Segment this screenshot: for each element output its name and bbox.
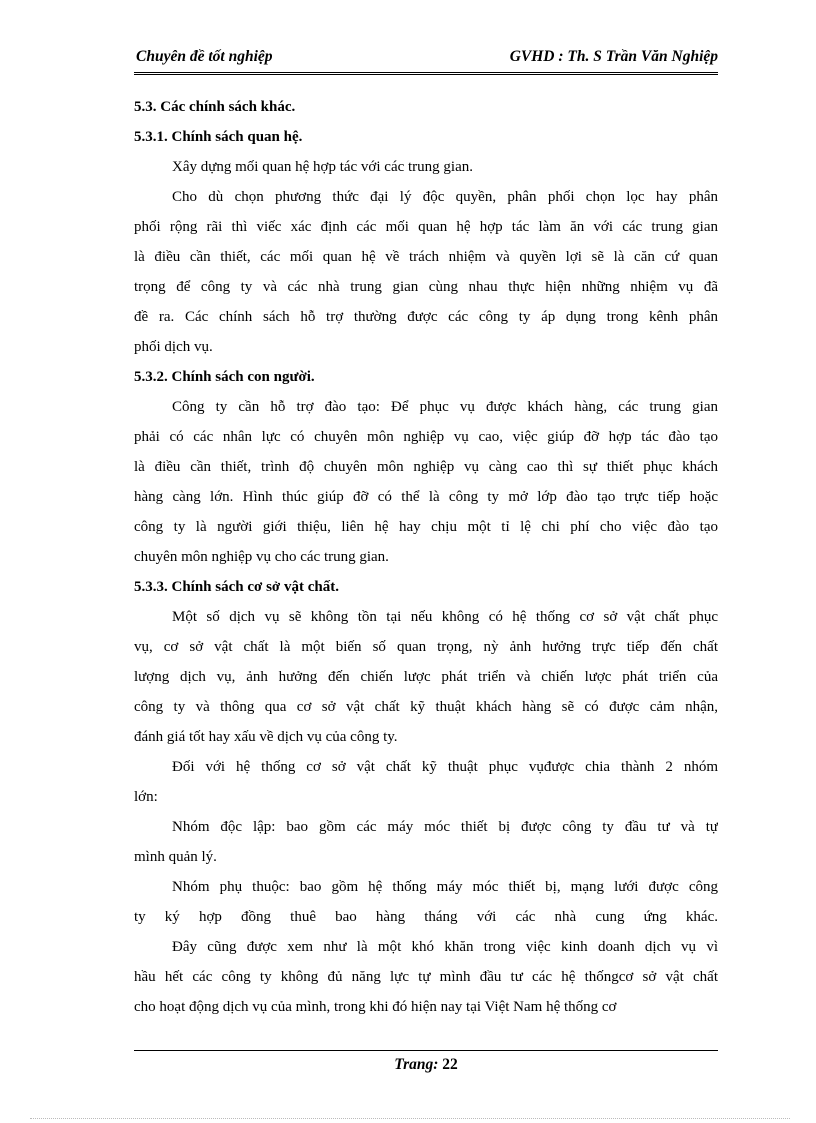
page-footer [134,1056,718,1074]
text-line: vụ, cơ sở vật chất là một biến số quan trọng, nỳ ảnh hưởng trực tiếp đến chất [134,639,718,655]
document-body [134,92,718,1022]
text-line: mình quản lý. [134,849,217,865]
text-line: Nhóm độc lập: bao gồm các máy móc thiết bị được công ty đầu tư và tự [172,819,718,835]
text-line: hàng càng lớn. Hình thúc giúp đỡ có thể là công ty mở lớp đào tạo trực tiếp hoặc [134,489,718,505]
text-line: cho hoạt động dịch vụ của mình, trong khi đó hiện nay tại Việt Nam hệ thống cơ [134,999,617,1015]
text-line: phối dịch vụ. [134,339,213,355]
text-line: lượng dịch vụ, ảnh hưởng đến chiến lược phát triển và chiến lược phát triển của [134,669,718,685]
text-line: Nhóm phụ thuộc: bao gồm hệ thống máy móc thiết bị, mạng lưới được công [172,879,718,895]
text-line: phải có các nhân lực có chuyên môn nghiệp vụ cao, việc giúp đỡ hợp tác đào tạo [134,429,718,445]
section-heading: 5.3.1. Chính sách quan hệ. [134,129,303,145]
text-line: phối rộng rãi thì viếc xác định các mối quan hệ hợp tác làm ăn với các trung gian [134,219,718,235]
text-line: Xây dựng mối quan hệ hợp tác với các trung gian. [172,159,473,175]
text-line: đề ra. Các chính sách hỗ trợ thường được các công ty áp dụng trong kênh phân [134,309,718,325]
section-heading: 5.3. Các chính sách khác. [134,99,296,115]
text-line: là điều cần thiết, trình độ chuyên môn nghiệp vụ càng cao thì sự thiết phục khách [134,459,718,475]
text-line: trọng để công ty và các nhà trung gian cùng nhau thực hiện những nhiệm vụ đã [134,279,718,295]
text-line: ty ký hợp đồng thuê bao hàng tháng với các nhà cung ứng khác. [134,909,718,925]
text-line: công ty là người giới thiệu, liên hệ hay chịu một tỉ lệ chi phí cho việc đào tạo [134,519,718,535]
header-advisor: GVHD : Th. S Trần Văn Nghiệp [509,48,718,65]
page-number-label: Trang: [394,1056,439,1073]
section-heading: 5.3.2. Chính sách con người. [134,369,315,385]
section-heading: 5.3.3. Chính sách cơ sở vật chất. [134,579,339,595]
footer-divider [134,1050,718,1051]
text-line: chuyên môn nghiệp vụ cho các trung gian. [134,549,389,565]
page-header [134,46,718,75]
header-title: Chuyên đề tốt nghiệp [136,48,273,65]
page-edge-divider [30,1118,790,1119]
text-line: Đối với hệ thống cơ sở vật chất kỹ thuật phục vụđược chia thành 2 nhóm [172,759,718,775]
text-line: hầu hết các công ty không đủ năng lực tự mình đầu tư các hệ thốngcơ sở vật chất [134,969,718,985]
page-number: 22 [442,1056,458,1073]
text-line: đánh giá tốt hay xấu về dịch vụ của công ty. [134,729,398,745]
text-line: công ty và thông qua cơ sở vật chất kỹ thuật khách hàng sẽ có được cảm nhận, [134,699,718,715]
text-line: Cho dù chọn phương thức đại lý độc quyền, phân phối chọn lọc hay phân [172,189,718,205]
text-line: Một số dịch vụ sẽ không tồn tại nếu không có hệ thống cơ sở vật chất phục [172,609,718,625]
text-line: là điều cần thiết, các mối quan hệ về trách nhiệm và quyền lợi sẽ là căn cứ quan [134,249,718,265]
text-line: Đây cũng được xem như là một khó khăn trong việc kinh doanh dịch vụ vì [172,939,718,955]
text-line: lớn: [134,789,158,805]
text-line: Công ty cần hỗ trợ đào tạo: Để phục vụ được khách hàng, các trung gian [172,399,718,415]
